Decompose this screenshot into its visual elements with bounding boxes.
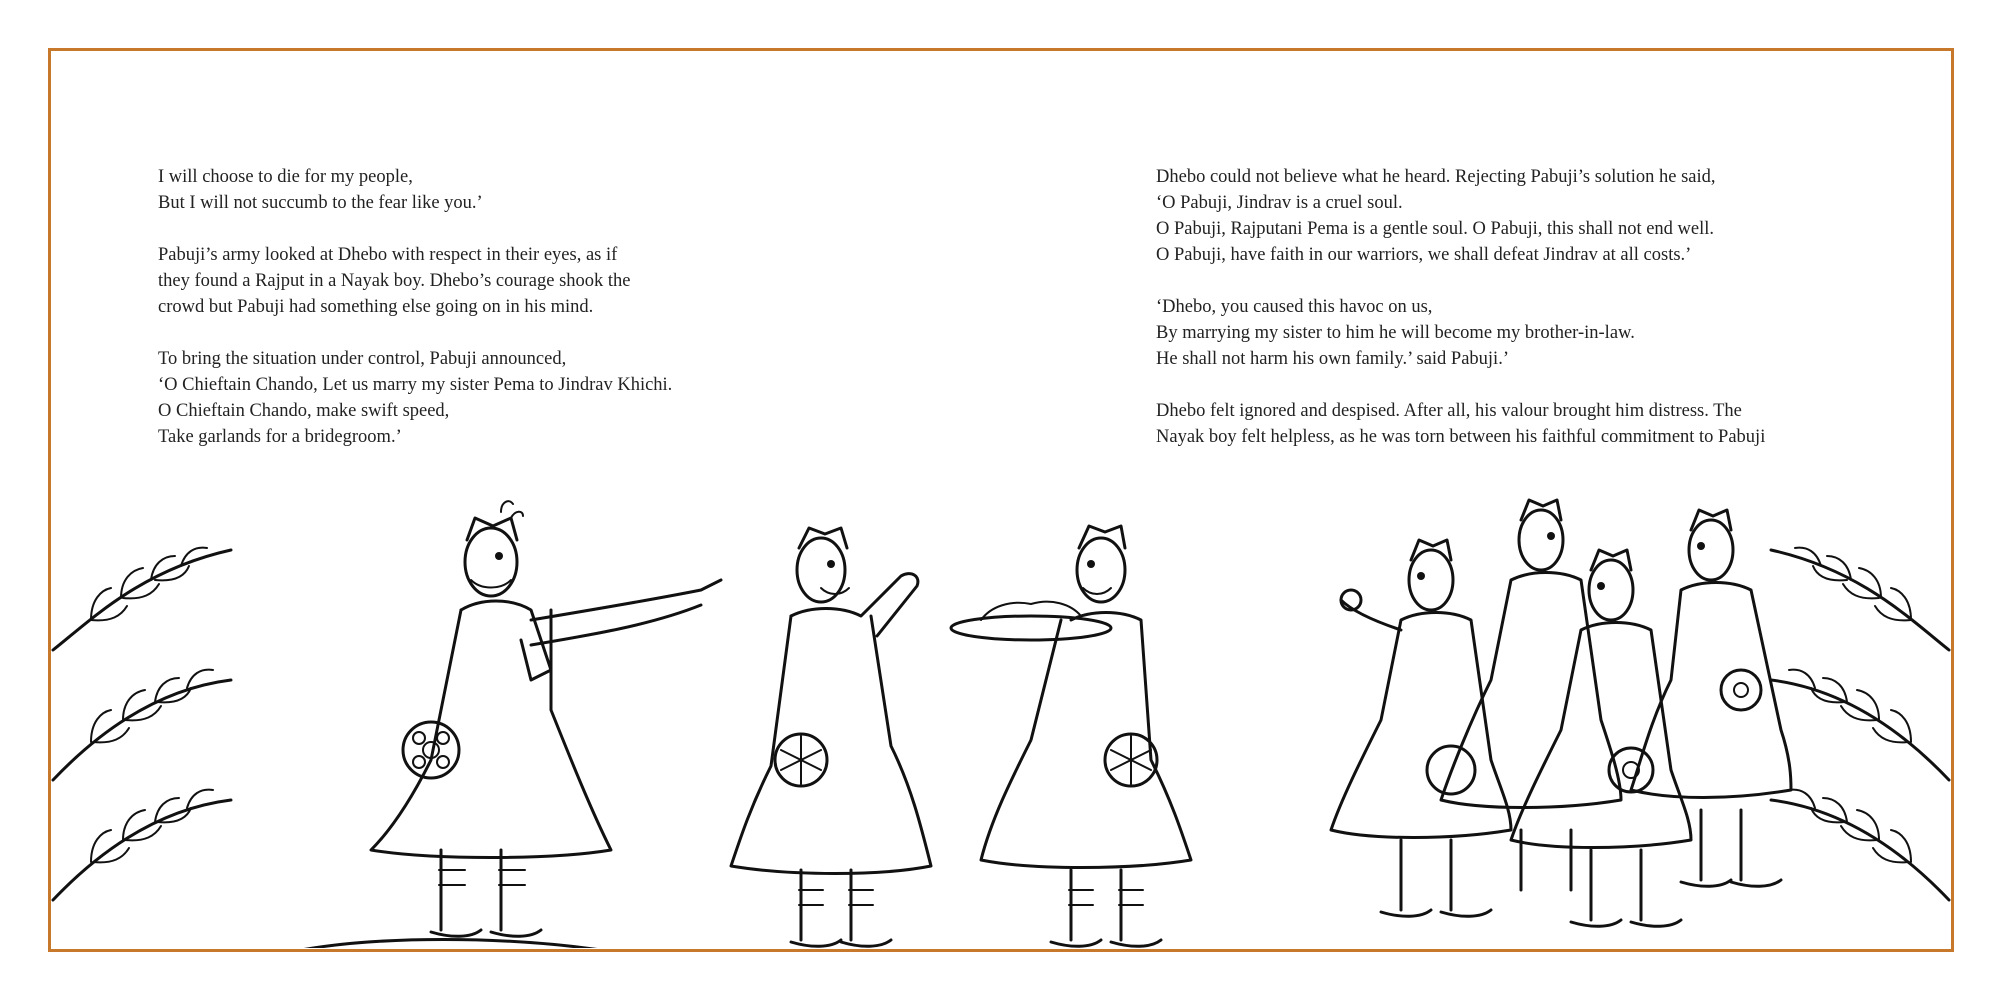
text-line: ‘Dhebo, you caused this havoc on us,: [1156, 297, 1433, 317]
text-line: To bring the situation under control, Pabuji announced,: [158, 349, 567, 369]
pabuji-figure-icon: [301, 501, 721, 948]
garland-bearer-figure-icon: [951, 526, 1191, 946]
chieftain-figure-icon: [731, 528, 951, 948]
vine-left-icon: [53, 548, 231, 900]
text-line: O Pabuji, Rajputani Pema is a gentle soul. O Pabuji, this shall not end well.: [1156, 219, 1715, 239]
text-line: crowd but Pabuji had something else going on in his mind.: [158, 297, 594, 317]
vine-right-icon: [1771, 548, 1949, 900]
text-line: By marrying my sister to him he will become my brother-in-law.: [1156, 323, 1635, 343]
text-line: ‘O Pabuji, Jindrav is a cruel soul.: [1156, 193, 1403, 213]
stanza: [158, 346, 858, 450]
warriors-group-icon: [1331, 500, 1791, 926]
stanza: [1156, 294, 1896, 372]
text-line: they found a Rajput in a Nayak boy. Dhebo’s courage shook the: [158, 271, 631, 291]
text-line: I will choose to die for my people,: [158, 167, 413, 187]
text-line: Take garlands for a bridegroom.’: [158, 427, 402, 447]
illustration: [51, 480, 1951, 948]
stanza: [1156, 398, 1896, 450]
text-line: Pabuji’s army looked at Dhebo with respect in their eyes, as if: [158, 245, 618, 265]
stanza: [158, 242, 858, 320]
left-text-column: [158, 164, 858, 476]
text-line: Nayak boy felt helpless, as he was torn between his faithful commitment to Pabuji: [1156, 427, 1766, 447]
text-line: O Chieftain Chando, make swift speed,: [158, 401, 450, 421]
text-line: O Pabuji, have faith in our warriors, we shall defeat Jindrav at all costs.’: [1156, 245, 1692, 265]
text-line: Dhebo could not believe what he heard. Rejecting Pabuji’s solution he said,: [1156, 167, 1716, 187]
text-line: ‘O Chieftain Chando, Let us marry my sister Pema to Jindrav Khichi.: [158, 375, 673, 395]
illustration-svg: [51, 480, 1951, 948]
text-line: But I will not succumb to the fear like you.’: [158, 193, 483, 213]
stanza: [1156, 164, 1896, 268]
stanza: [158, 164, 858, 216]
right-text-column: [1156, 164, 1896, 476]
text-line: Dhebo felt ignored and despised. After all, his valour brought him distress. The: [1156, 401, 1742, 421]
text-line: He shall not harm his own family.’ said Pabuji.’: [1156, 349, 1509, 369]
